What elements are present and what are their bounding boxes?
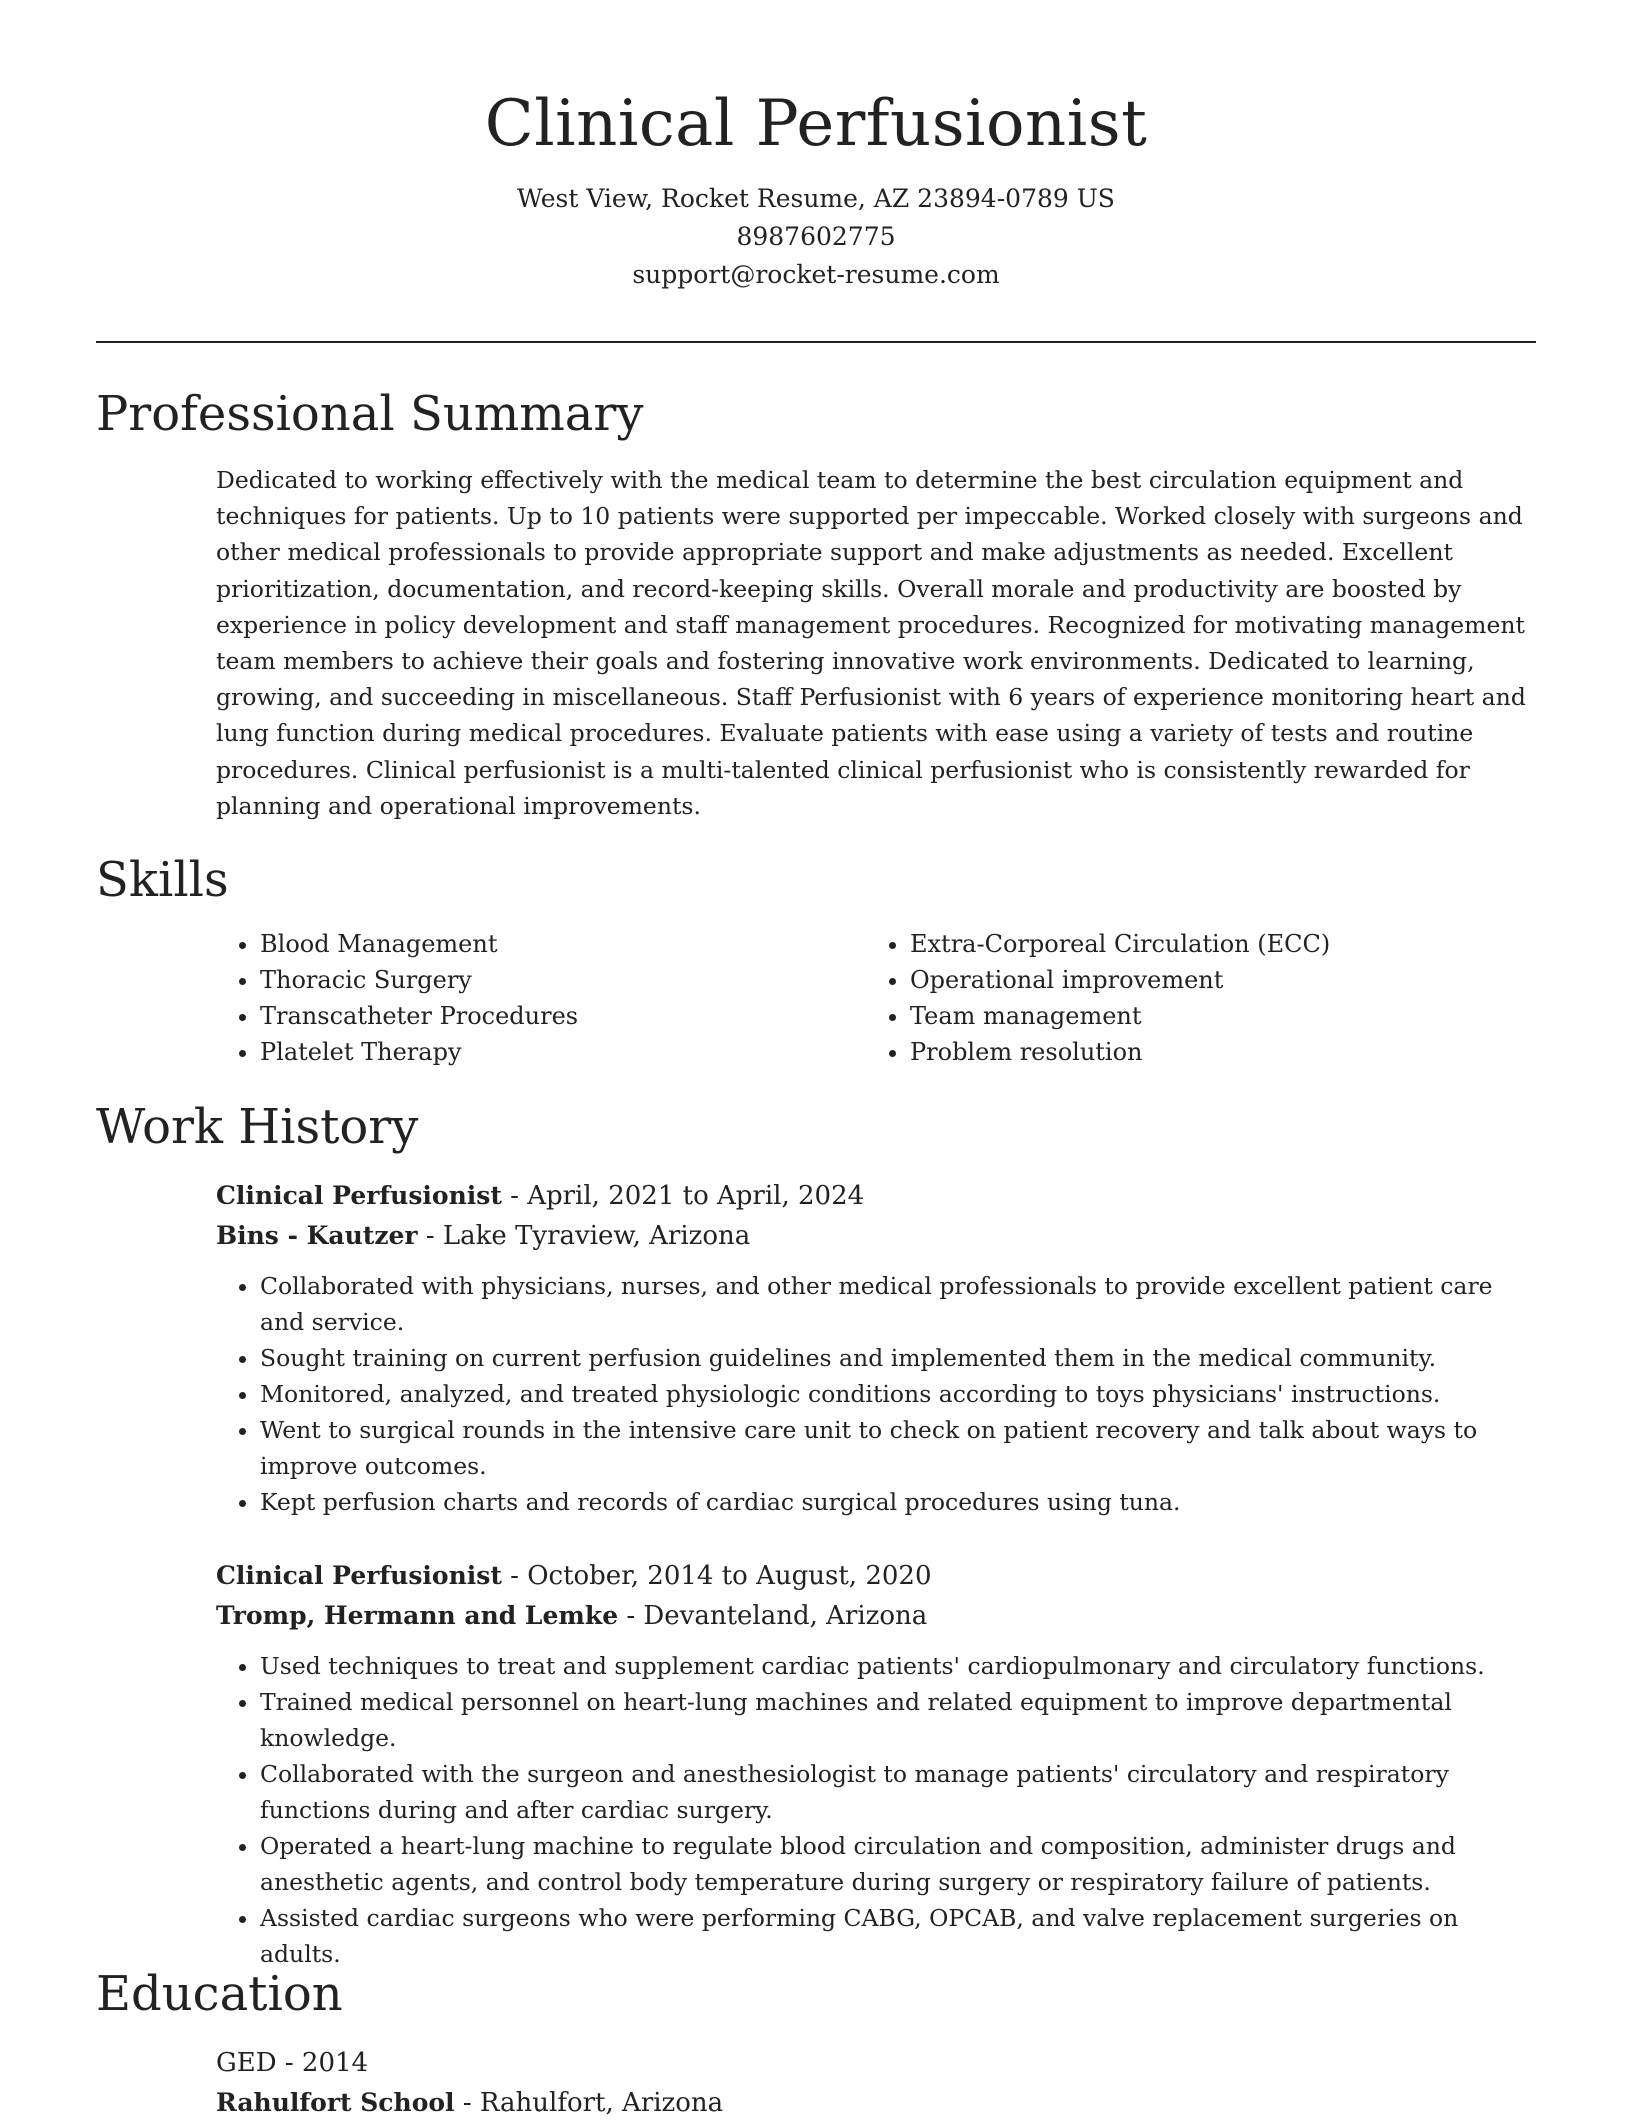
job-company: Bins - Kautzer [216,1221,418,1250]
job-bullet: • Monitored, analyzed, and treated physiologic conditions according to toys physicians' instructions. [260,1376,1532,1412]
skill-item: • Thoracic Surgery [260,962,578,998]
job-bullet: • Sought training on current perfusion guidelines and implemented them in the medical community. [260,1340,1532,1376]
job-bullet: • Trained medical personnel on heart-lung machines and related equipment to improve departmental knowledge. [260,1684,1532,1756]
skill-item: • Platelet Therapy [260,1034,578,1070]
job-dates: - October, 2014 to August, 2020 [501,1561,932,1591]
job-location: - Lake Tyraview, Arizona [417,1221,751,1251]
skills-list-left [216,926,578,1070]
education-entry [216,2043,1532,2123]
job-entry [216,1556,1532,1972]
job-company: Tromp, Hermann and Lemke [216,1601,619,1630]
job-title: Clinical Perfusionist [216,1181,502,1210]
job-bullet: • Collaborated with the surgeon and anesthesiologist to manage patients' circulatory and respiratory functions during and after cardiac surgery. [260,1756,1532,1828]
education-degree: GED [216,2048,277,2078]
education-location: - Rahulfort, Arizona [454,2088,724,2118]
work-history-heading: Work History [96,1099,419,1155]
summary-text: Dedicated to working effectively with the medical team to determine the best circulation equipment and techniques for patients. Up to 10 patients were supported per impeccable. Worked closely with surgeons and other medical professionals to provide appropriate support and make adjustments as needed. Excellent prioritization, documentation, and record-keeping skills. Overall morale and productivity are boosted by experience in policy development and staff management procedures. Recognized for motivating management team members to achieve their goals and fostering innovative work environments. Dedicated to learning, growing, and succeeding in miscellaneous. Staff Perfusionist with 6 years of experience monitoring heart and lung function during medical procedures. Evaluate patients with ease using a variety of tests and routine procedures. Clinical perfusionist is a multi-talented clinical perfusionist who is consistently rewarded for planning and operational improvements. [216,466,1526,820]
job-bullet: • Collaborated with physicians, nurses, and other medical professionals to provide excellent patient care and service. [260,1268,1532,1340]
email[interactable]: support@rocket-resume.com [632,260,1000,289]
job-bullet: • Used techniques to treat and supplement cardiac patients' cardiopulmonary and circulatory functions. [260,1648,1532,1684]
header-divider [96,341,1536,343]
job-bullet: • Went to surgical rounds in the intensive care unit to check on patient recovery and talk about ways to improve outcomes. [260,1412,1532,1484]
education-school-line [216,2083,1532,2123]
education-year: - 2014 [276,2048,369,2078]
job-company-line [216,1596,1532,1636]
job-bullets [216,1648,1532,1972]
job-bullets [216,1268,1532,1520]
skill-item: • Blood Management [260,926,578,962]
skill-item: • Transcatheter Procedures [260,998,578,1034]
summary-heading: Professional Summary [96,386,644,442]
phone: 8987602775 [736,222,896,251]
job-bullet: • Kept perfusion charts and records of cardiac surgical procedures using tuna. [260,1484,1532,1520]
candidate-name: Clinical Perfusionist [484,87,1148,161]
job-bullet: • Assisted cardiac surgeons who were performing CABG, OPCAB, and valve replacement surgeries on adults. [260,1900,1532,1972]
job-company-line [216,1216,1532,1256]
skills-list-right [866,926,1330,1070]
resume-header [0,78,1632,294]
education-heading: Education [96,1966,343,2022]
job-title-line [216,1176,1532,1216]
job-title: Clinical Perfusionist [216,1561,502,1590]
job-dates: - April, 2021 to April, 2024 [501,1181,865,1211]
education-degree-line [216,2043,1532,2083]
education-school: Rahulfort School [216,2088,455,2117]
job-location: - Devanteland, Arizona [618,1601,928,1631]
address: West View, Rocket Resume, AZ 23894-0789 US [517,184,1115,213]
skill-item: • Team management [910,998,1330,1034]
skill-item: • Extra-Corporeal Circulation (ECC) [910,926,1330,962]
skills-heading: Skills [96,852,229,908]
skill-item: • Operational improvement [910,962,1330,998]
skill-item: • Problem resolution [910,1034,1330,1070]
job-entry [216,1176,1532,1520]
job-bullet: • Operated a heart-lung machine to regulate blood circulation and composition, administer drugs and anesthetic agents, and control body temperature during surgery or respiratory failure of patients. [260,1828,1532,1900]
contact-info [0,180,1632,294]
job-title-line [216,1556,1532,1596]
